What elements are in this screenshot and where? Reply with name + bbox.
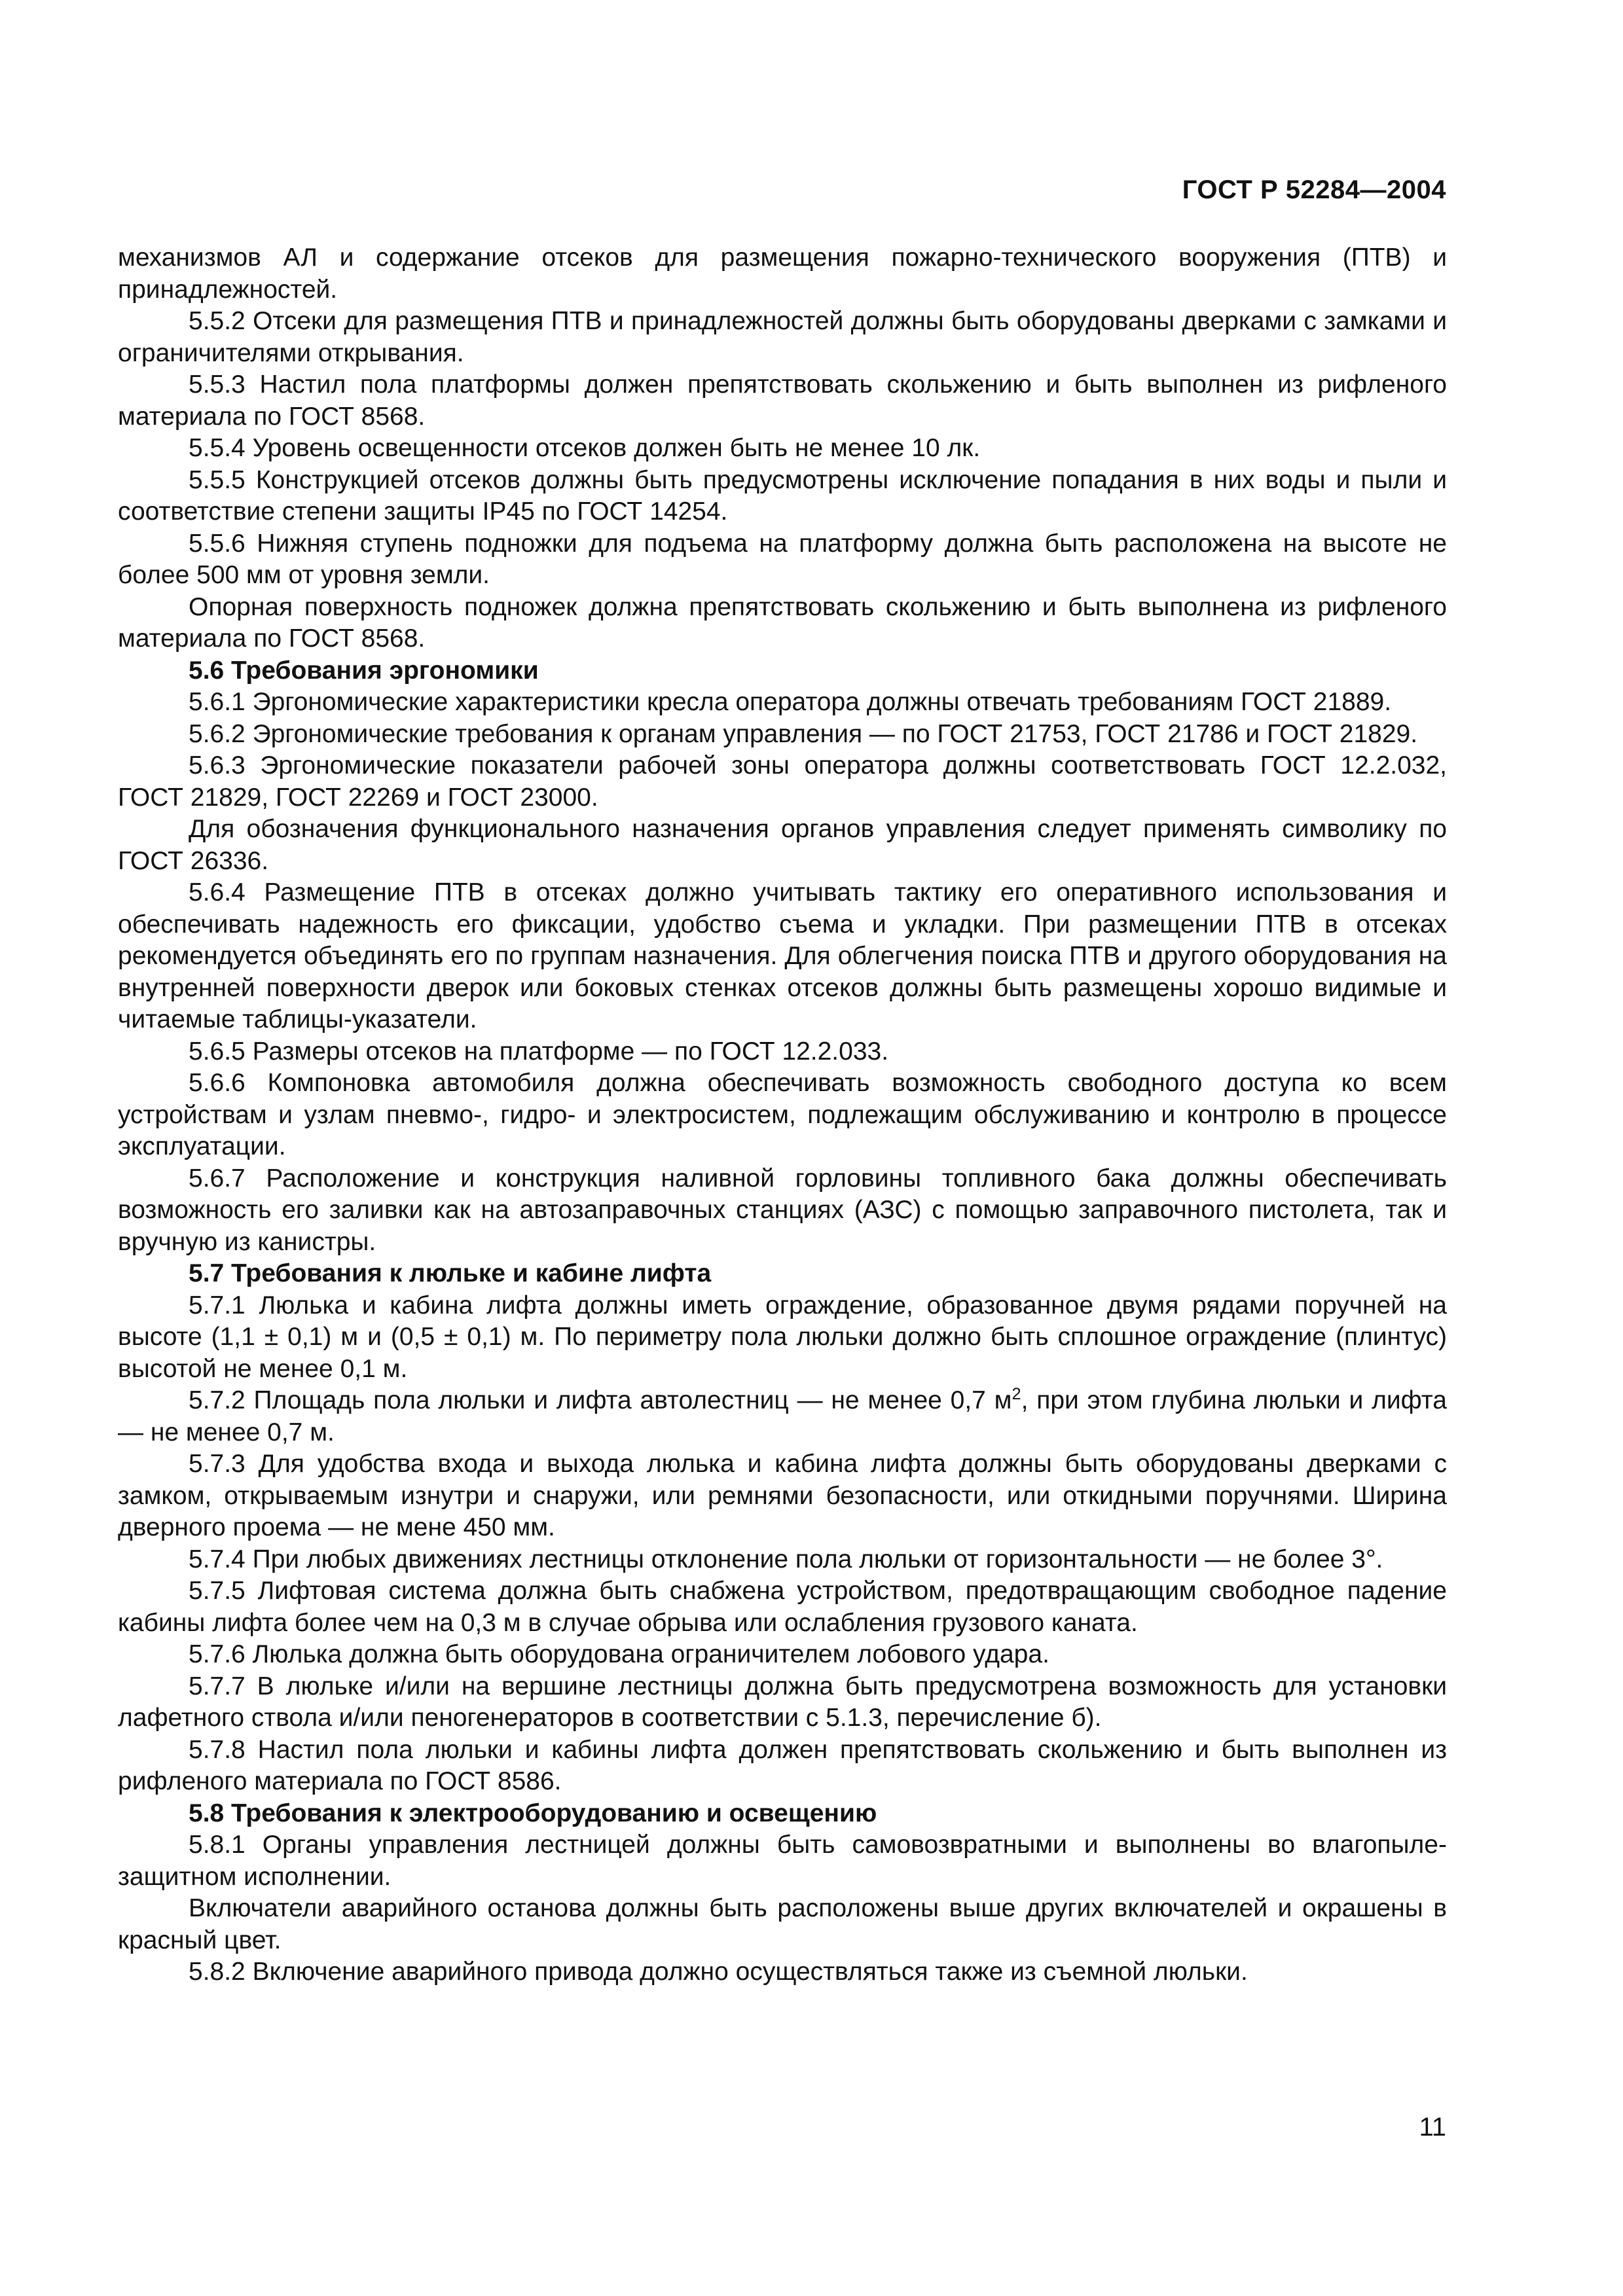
- paragraph: 5.8.2 Включение аварийного привода должно осуществляться также из съемной люльки.: [189, 1958, 1248, 1986]
- paragraph: 5.6.2 Эргономические требования к органам управления — по ГОСТ 21753, ГОСТ 21786 и ГОСТ 21829.: [189, 719, 1418, 748]
- paragraph: 5.7.4 При любых движениях лестницы отклонение пола люльки от горизонтальности — не более 3°.: [189, 1545, 1383, 1573]
- section-heading: 5.6 Требования эргономики: [189, 656, 539, 685]
- paragraph: 5.6.7 Расположение и конструкция наливной горловины топливного бака должны обеспечивать возможность его заливки как на автозаправочных станциях (АЗС) с помощью заправочного пистолета, так и вручную из канистры.: [118, 1164, 1447, 1256]
- paragraph: 5.7.8 Настил пола люльки и кабины лифта должен препятствовать скольжению и быть выполнен из рифленого материала по ГОСТ 8586.: [118, 1735, 1447, 1795]
- paragraph: 5.7.6 Люлька должна быть оборудована ограничителем лобового удара.: [189, 1640, 1049, 1668]
- paragraph: 5.6.6 Компоновка автомобиля должна обеспечивать возможность свободного доступа ко всем устройствам и узлам пневмо-, гидро- и электросистем, подлежащим обслуживанию и контролю в процессе эксплуатации.: [118, 1069, 1447, 1160]
- paragraph: 5.5.2 Отсеки для размещения ПТВ и принадлежностей должны быть оборудованы дверками с замками и ограничителями открывания.: [118, 307, 1447, 367]
- superscript: 2: [1012, 1385, 1021, 1403]
- paragraph: 5.6.1 Эргономические характеристики кресла оператора должны отвечать требованиям ГОСТ 21889.: [189, 688, 1392, 716]
- paragraph: 5.5.6 Нижняя ступень подножки для подъема на платформу должна быть расположена на высоте не более 500 мм от уровня земли.: [118, 529, 1447, 589]
- paragraph: 5.6.3 Эргономические показатели рабочей зоны оператора должны соответствовать ГОСТ 12.2.032, ГОСТ 21829, ГОСТ 22269 и ГОСТ 23000.: [118, 751, 1447, 812]
- section-heading: 5.7 Требования к люльке и кабине лифта: [189, 1259, 712, 1287]
- paragraph: 5.5.4 Уровень освещенности отсеков должен быть не менее 10 лк.: [189, 434, 981, 462]
- paragraph: 5.7.5 Лифтовая система должна быть снабжена устройством, предотвращающим свободное падение кабины лифта более чем на 0,3 м в случае обрыва или ослабления грузового каната.: [118, 1577, 1447, 1637]
- paragraph: 5.5.3 Настил пола платформы должен препятствовать скольжению и быть выполнен из рифленого материала по ГОСТ 8568.: [118, 370, 1447, 431]
- paragraph: 5.7.3 Для удобства входа и выхода люлька и кабина лифта должны быть оборудованы дверками с замком, открываемым изнутри и снаружи, или ремнями безопасности, или откидными поручнями. Ширина дверного проема — не мене 450 мм.: [118, 1450, 1447, 1541]
- paragraph: Включатели аварийного останова должны быть расположены выше других включателей и окрашены в красный цвет.: [118, 1894, 1447, 1954]
- document-body: [118, 242, 1447, 1988]
- paragraph: 5.8.1 Органы управления лестницей должны быть самовозвратными и выполнены во влагопылезащитном исполнении.: [118, 1831, 1447, 1891]
- document-header-standard-code: ГОСТ Р 52284—2004: [1182, 175, 1446, 204]
- page-number: 11: [1419, 2113, 1446, 2142]
- section-heading: 5.8 Требования к электрооборудованию и освещению: [189, 1799, 877, 1827]
- paragraph: 5.5.5 Конструкцией отсеков должны быть предусмотрены исключение попадания в них воды и пыли и соответствие степени защиты IP45 по ГОСТ 14254.: [118, 465, 1447, 526]
- paragraph: механизмов АЛ и содержание отсеков для размещения пожарно-технического вооружения (ПТВ) и принадлежностей.: [118, 243, 1447, 304]
- paragraph: Для обозначения функционального назначения органов управления следует применять символику по ГОСТ 26336.: [118, 815, 1447, 875]
- paragraph-text-part: 5.7.2 Площадь пола люльки и лифта автолестниц — не менее 0,7 м: [189, 1386, 1012, 1414]
- paragraph-text-part: , при этом глубина люльки и лифта — не менее 0,7 м.: [118, 1386, 1447, 1446]
- paragraph: Опорная поверхность подножек должна препятствовать скольжению и быть выполнена из рифленого материала по ГОСТ 8568.: [118, 592, 1447, 653]
- paragraph: 5.7.7 В люльке и/или на вершине лестницы должна быть предусмотрена возможность для установки лафетного ствола и/или пеногенераторов в соответствии с 5.1.3, перечисление б).: [118, 1672, 1447, 1732]
- paragraph: [118, 1385, 1447, 1448]
- paragraph: 5.6.5 Размеры отсеков на платформе — по ГОСТ 12.2.033.: [189, 1037, 889, 1066]
- paragraph: 5.6.4 Размещение ПТВ в отсеках должно учитывать тактику его оперативного использования и обеспечивать надежность его фиксации, удобство съема и укладки. При размещении ПТВ в отсеках рекомендуется объединять его по группам назначения. Для облегчения поиска ПТВ и другого оборудования на внутренней поверхности дверок или боковых стенках отсеков должны быть размещены хорошо видимые и читаемые таблицы-указатели.: [118, 878, 1447, 1033]
- paragraph: 5.7.1 Люлька и кабина лифта должны иметь ограждение, образованное двумя рядами поручней на высоте (1,1 ± 0,1) м и (0,5 ± 0,1) м. По периметру пола люльки должно быть сплошное ограждение (плинтус) высотой не менее 0,1 м.: [118, 1291, 1447, 1383]
